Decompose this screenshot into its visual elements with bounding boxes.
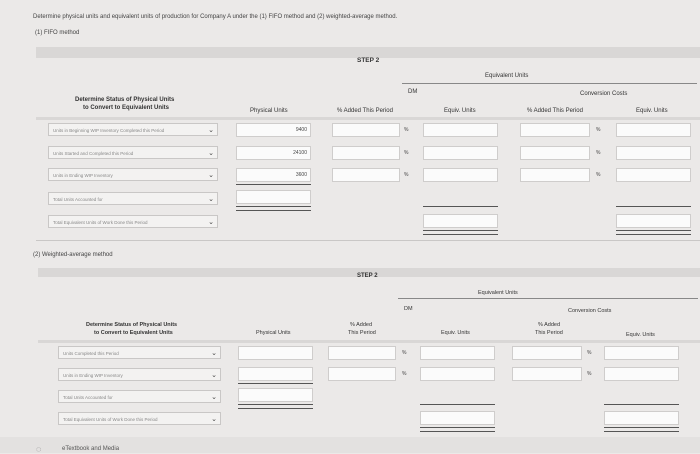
chevron-down-icon: ⌄ [208, 127, 214, 134]
fifo-row3-cc-equiv-input[interactable] [616, 168, 691, 182]
fifo-cc-rule [616, 206, 691, 207]
fifo-pct-added-cc-header: % Added This Period [527, 108, 583, 114]
wa-cc-double-rule [604, 427, 679, 432]
pct-sign: % [402, 350, 407, 356]
fifo-table-title-1: Determine Status of Physical Units [75, 97, 175, 103]
fifo-row1-select[interactable]: Units in Beginning WIP Inventory Completed this Period ⌄ [48, 123, 218, 136]
fifo-row3-physical-input[interactable]: 3600 [236, 168, 311, 182]
chevron-down-icon: ⌄ [211, 372, 217, 379]
wa-physical-units-header: Physical Units [256, 330, 291, 336]
fifo-table-title-2: to Convert to Equivalent Units [83, 105, 170, 111]
wa-table-title-1: Determine Status of Physical Units [86, 322, 178, 328]
fifo-row4-select[interactable]: Total Units Accounted for ⌄ [48, 192, 218, 205]
wa-row1-physical-input[interactable] [238, 346, 313, 360]
wa-total-equiv-cc-input[interactable] [604, 411, 679, 425]
fifo-conversion-header: Conversion Costs [580, 91, 628, 97]
wa-pct-added-dm-2: This Period [348, 330, 376, 336]
wa-pct-added-dm-1: % Added [350, 322, 373, 328]
fifo-dm-header: DM [408, 89, 418, 95]
wa-row1-cc-equiv-input[interactable] [604, 346, 679, 360]
fifo-row3-select[interactable]: Units in Ending WIP Inventory ⌄ [48, 168, 218, 181]
wa-total-equiv-dm-input[interactable] [420, 411, 495, 425]
wa-row2-dm-equiv-input[interactable] [420, 367, 495, 381]
fifo-row1-cc-equiv-input[interactable] [616, 123, 691, 137]
fifo-row1-physical-input[interactable]: 9400 [236, 123, 311, 137]
wa-row2-cc-equiv-input[interactable] [604, 367, 679, 381]
wa-row1-dm-pct-input[interactable] [328, 346, 396, 360]
wa-pct-added-cc-2: This Period [535, 330, 563, 336]
section-divider [36, 240, 700, 241]
pct-sign: % [596, 127, 601, 133]
wa-row2-select[interactable]: Units in Ending WIP Inventory ⌄ [58, 368, 221, 381]
wa-method-label: (2) Weighted-average method [33, 252, 113, 258]
instruction-text: Determine physical units and equivalent units of production for Company A under the (1) FIFO method and (2) weighted-average method. [33, 14, 398, 20]
fifo-row3-dm-equiv-input[interactable] [423, 168, 498, 182]
pct-sign: % [404, 127, 409, 133]
pct-sign: % [402, 371, 407, 377]
wa-dm-double-rule [420, 427, 495, 432]
fifo-row1-dm-pct-input[interactable] [332, 123, 400, 137]
collapse-arrow-icon[interactable]: ◌ [36, 444, 42, 454]
wa-row2-physical-input[interactable] [238, 367, 313, 381]
wa-row1-select[interactable]: Units Completed this Period ⌄ [58, 346, 221, 359]
chevron-down-icon: ⌄ [208, 219, 214, 226]
etextbook-link[interactable]: eTextbook and Media [62, 446, 120, 452]
wa-header-rule [398, 298, 698, 299]
chevron-down-icon: ⌄ [208, 172, 214, 179]
wa-row2-dm-pct-input[interactable] [328, 367, 396, 381]
fifo-row1-dm-equiv-input[interactable] [423, 123, 498, 137]
wa-row1-cc-pct-input[interactable] [512, 346, 582, 360]
fifo-header-rule [402, 83, 697, 84]
fifo-row2-dm-equiv-input[interactable] [423, 146, 498, 160]
chevron-down-icon: ⌄ [211, 394, 217, 401]
wa-row1-dm-equiv-input[interactable] [420, 346, 495, 360]
fifo-total-physical-input[interactable] [236, 190, 311, 204]
wa-total-physical-input[interactable] [238, 388, 313, 402]
wa-equiv-units-dm-header: Equiv. Units [441, 330, 470, 336]
wa-conversion-header: Conversion Costs [568, 308, 612, 314]
fifo-total-equiv-cc-input[interactable] [616, 214, 691, 228]
wa-cc-rule [604, 404, 679, 405]
chevron-down-icon: ⌄ [211, 350, 217, 357]
fifo-equivalent-units-header: Equivalent Units [485, 73, 529, 79]
pct-sign: % [404, 172, 409, 178]
chevron-down-icon: ⌄ [208, 150, 214, 157]
fifo-step-label: STEP 2 [357, 57, 380, 64]
fifo-row3-cc-pct-input[interactable] [520, 168, 590, 182]
fifo-equiv-units-dm-header: Equiv. Units [444, 108, 476, 114]
fifo-row1-cc-pct-input[interactable] [520, 123, 590, 137]
fifo-total-equiv-dm-input[interactable] [423, 214, 498, 228]
pct-sign: % [596, 150, 601, 156]
pct-sign: % [596, 172, 601, 178]
wa-header-band [38, 340, 700, 343]
wa-dm-header: DM [404, 306, 413, 312]
pct-sign: % [587, 371, 592, 377]
wa-row3-select[interactable]: Total Units Accounted for ⌄ [58, 390, 221, 403]
wa-table-title-2: to Convert to Equivalent Units [94, 330, 173, 336]
fifo-dm-double-rule [423, 230, 498, 235]
fifo-row2-physical-input[interactable]: 24100 [236, 146, 311, 160]
fifo-method-label: (1) FIFO method [35, 30, 80, 36]
wa-row4-select[interactable]: Total Equivalent Units of Work Done this Period ⌄ [58, 412, 221, 425]
wa-total-double-rule [238, 404, 313, 409]
fifo-physical-units-header: Physical Units [250, 108, 288, 114]
wa-equiv-units-cc-header: Equiv. Units [626, 332, 655, 338]
wa-pct-added-cc-1: % Added [538, 322, 561, 328]
pct-sign: % [587, 350, 592, 356]
chevron-down-icon: ⌄ [211, 416, 217, 423]
fifo-pct-added-dm-header: % Added This Period [337, 108, 393, 114]
fifo-row2-cc-pct-input[interactable] [520, 146, 590, 160]
wa-row2-cc-pct-input[interactable] [512, 367, 582, 381]
wa-step-label: STEP 2 [357, 273, 378, 279]
fifo-dm-rule [423, 206, 498, 207]
wa-equivalent-units-header: Equivalent Units [478, 290, 518, 296]
fifo-row5-select[interactable]: Total Equivalent Units of Work Done this Period ⌄ [48, 215, 218, 228]
fifo-equiv-units-cc-header: Equiv. Units [636, 108, 668, 114]
fifo-total-double-rule [236, 206, 311, 211]
chevron-down-icon: ⌄ [208, 196, 214, 203]
pct-sign: % [404, 150, 409, 156]
fifo-row2-cc-equiv-input[interactable] [616, 146, 691, 160]
wa-dm-rule [420, 404, 495, 405]
fifo-row2-dm-pct-input[interactable] [332, 146, 400, 160]
fifo-row2-select[interactable]: Units Started and Completed this Period ⌄ [48, 146, 218, 159]
fifo-row3-dm-pct-input[interactable] [332, 168, 400, 182]
fifo-cc-double-rule [616, 230, 691, 235]
wa-subtotal-rule [238, 383, 313, 384]
fifo-header-band [36, 117, 700, 120]
fifo-subtotal-rule [236, 184, 311, 185]
